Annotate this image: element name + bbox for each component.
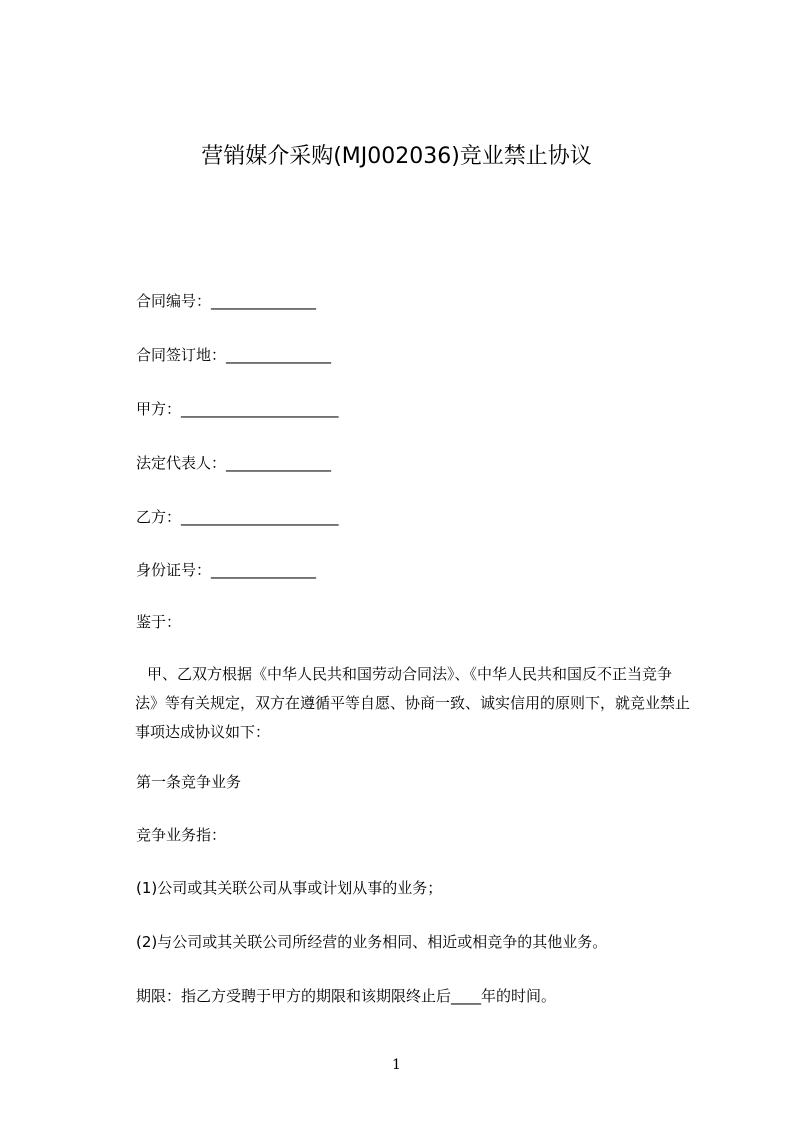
intro-line-1: 甲、乙双方根据《中华人民共和国劳动合同法》、《中华人民共和国反不正当竞争: [147, 665, 673, 683]
article-1-item-1: (1)公司或其关联公司从事或计划从事的业务；: [136, 879, 443, 897]
document-title: 营销媒介采购(MJ002036)竞业禁止协议: [201, 144, 592, 169]
whereas-label: 鉴于：: [136, 613, 182, 631]
contract-number-field: 合同编号：______________: [136, 292, 317, 310]
intro-line-2: 法》等有关规定，双方在遵循平等自愿、协商一致、诚实信用的原则下，就竞业禁止: [135, 694, 691, 712]
id-number-field: 身份证号：______________: [136, 561, 317, 579]
party-a-field: 甲方：_____________________: [136, 400, 339, 418]
signing-place-field: 合同签订地：______________: [136, 346, 332, 364]
article-1-definition: 竞争业务指：: [136, 826, 227, 844]
term-definition: 期限：指乙方受聘于甲方的期限和该期限终止后____年的时间。: [136, 987, 557, 1005]
legal-representative-field: 法定代表人：______________: [136, 454, 332, 472]
article-1-item-2: (2)与公司或其关联公司所经营的业务相同、相近或相竞争的其他业务。: [136, 933, 608, 951]
page-number: 1: [392, 1057, 401, 1073]
article-1-heading: 第一条竞争业务: [136, 773, 242, 791]
party-b-field: 乙方：_____________________: [136, 508, 339, 526]
intro-line-3: 事项达成协议如下：: [135, 723, 271, 741]
intro-paragraph: [136, 664, 716, 751]
